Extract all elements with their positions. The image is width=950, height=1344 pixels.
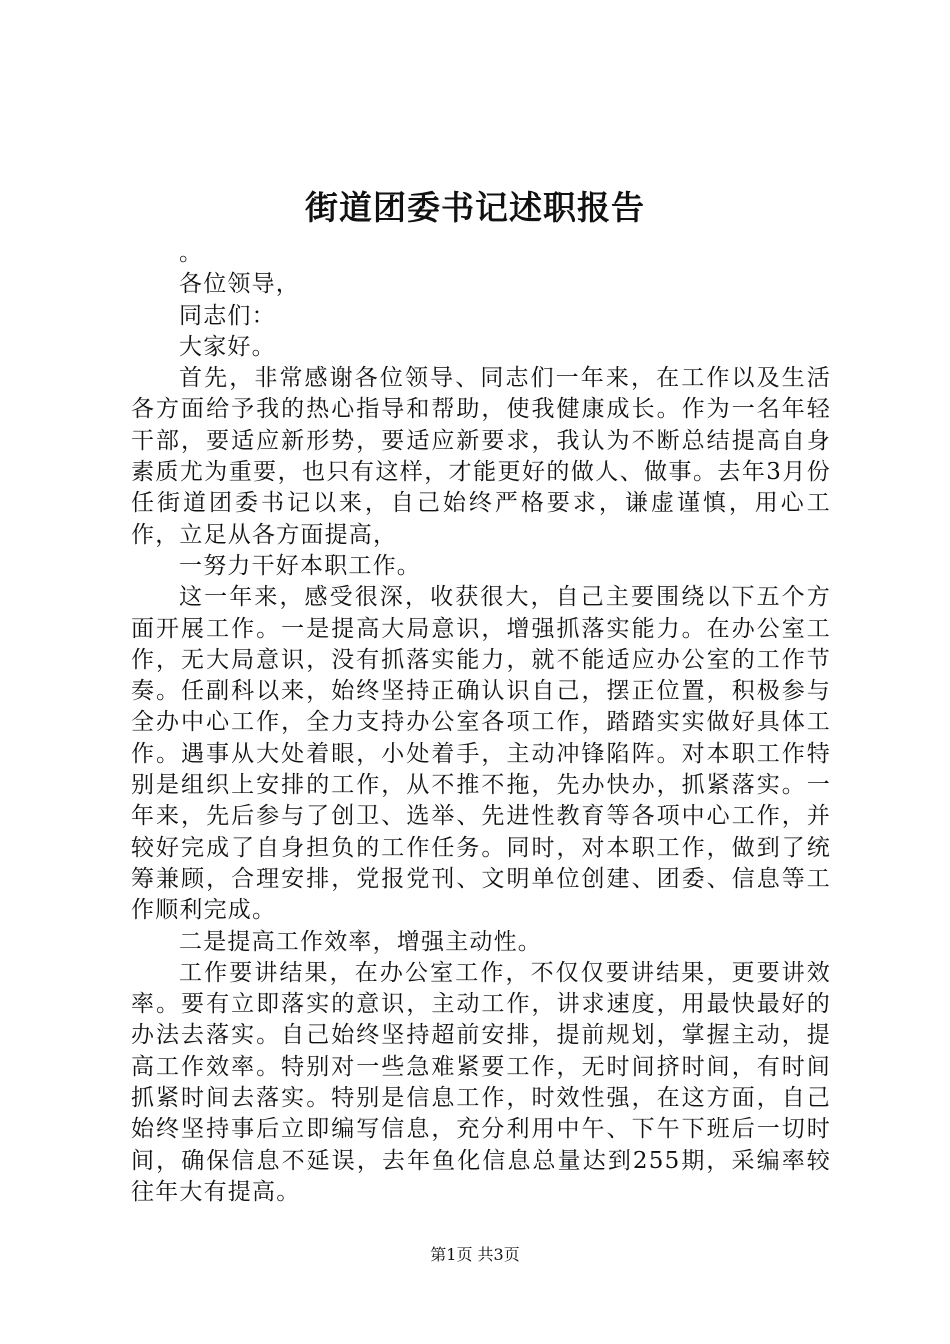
paragraph: 首先，非常感谢各位领导、同志们一年来，在工作以及生活各方面给予我的热心指导和帮助，使我健康成长。作为一名年轻干部，要适应新形势，要适应新要求，我认为不断总结提高自身素质尤为重要，也只有这样，才能更好的做人、做事。去年3月份任街道团委书记以来，自己始终严格要求，谦虚谨慎，用心工作，立足从各方面提高， (131, 365, 831, 548)
paragraph: 这一年来，感受很深，收获很大，自己主要围绕以下五个方面开展工作。一是提高大局意识，增强抓落实能力。在办公室工作，无大局意识，没有抓落实能力，就不能适应办公室的工作节奏。任副科以来，始终坚持正确认识自己，摆正位置，积极参与全办中心工作，全力支持办公室各项工作，踏踏实实做好具体工作。遇事从大处着眼，小处着手，主动冲锋陷阵。对本职工作特别是组织上安排的工作，从不推不拖，先办快办，抓紧落实。一年来，先后参与了创卫、选举、先进性教育等各项中心工作，并较好完成了自身担负的工作任务。同时，对本职工作，做到了统筹兼顾，合理安排，党报党刊、文明单位创建、团委、信息等工作顺利完成。 (131, 584, 831, 924)
paragraph: 二是提高工作效率，增强主动性。 (179, 928, 542, 955)
page-footer: 第1页 共3页 (430, 1245, 520, 1264)
paragraph: 大家好。 (179, 333, 276, 360)
paragraph: 工作要讲结果，在办公室工作，不仅仅要讲结果，更要讲效率。要有立即落实的意识，主动工作，讲求速度，用最快最好的办法去落实。自己始终坚持超前安排，提前规划，掌握主动，提高工作效率。特别对一些急难紧要工作，无时间挤时间，有时间抓紧时间去落实。特别是信息工作，时效性强，在这方面，自己始终坚持事后立即编写信息，充分利用中午、下午下班后一切时间，确保信息不延误，去年鱼化信息总量达到255期，采编率较往年大有提高。 (131, 959, 831, 1205)
paragraph: 一努力干好本职工作。 (179, 552, 421, 579)
paragraph: 各位领导， (179, 271, 300, 298)
document-title: 街道团委书记述职报告 (305, 188, 645, 227)
document-body (131, 238, 831, 1208)
paragraph: 。 (179, 240, 204, 266)
paragraph: 同志们： (179, 302, 276, 329)
